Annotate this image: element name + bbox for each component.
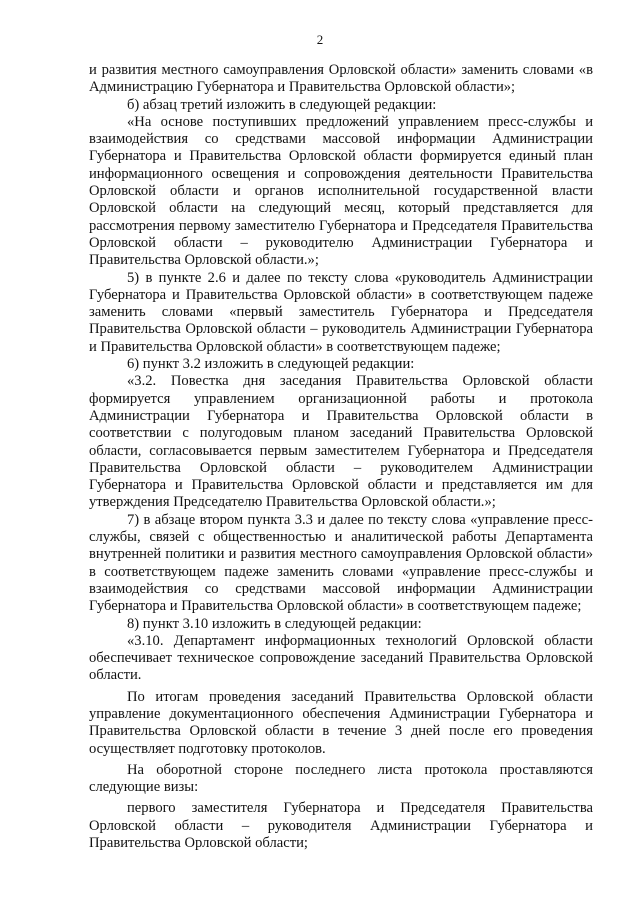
paragraph-3: «На основе поступивших предложений управлением пресс-службы и взаимодействия со средствами массовой информации Администрации Губернатора и Правительства Орловской области формируется единый план информационного освещения и сопровождения деятельности Правительства Орловской области и органов исполнительной государственной власти Орловской области на следующий месяц, который представляется для рассмотрения первому заместителю Губернатора и Председателя Правительства Орловской области – руководителю Администрации Губернатора и Правительства Орловской области.»; xyxy=(89,113,593,269)
paragraph-1: и развития местного самоуправления Орловской области» заменить словами «в Администрацию Губернатора и Правительства Орловской области»; xyxy=(89,62,593,96)
paragraph-11: На оборотной стороне последнего листа протокола проставляются следующие визы: xyxy=(89,761,593,796)
paragraph-6: «3.2. Повестка дня заседания Правительства Орловской области формируется управлением организационной работы и протокола Администрации Губернатора и Правительства Орловской области в соответствии с полугодовым планом заседаний Правительства Орловской области, согласовывается первым заместителем Губернатора и Председателя Правительства Орловской области – руководителем Администрации Губернатора и Правительства Орловской области и представляется им для утверждения Председателю Правительства Орловской области.»; xyxy=(89,373,593,511)
paragraph-9: «3.10. Департамент информационных технологий Орловской области обеспечивает техническое сопровождение заседаний Правительства Орловской области. xyxy=(89,632,593,684)
document-body xyxy=(89,62,593,852)
paragraph-7: 7) в абзаце втором пункта 3.3 и далее по тексту слова «управление пресс-службы, связей с общественностью и аналитической работы Департамента внутренней политики и развития местного самоуправления Орловской области» в соответствующем падеже заменить словами «управление пресс-службы и взаимодействия со средствами массовой информации Администрации Губернатора и Правительства Орловской области» в соответствующем падеже; xyxy=(89,511,593,615)
page-number: 2 xyxy=(316,32,324,47)
paragraph-10: По итогам проведения заседаний Правительства Орловской области управление документационного обеспечения Администрации Губернатора и Правительства Орловской области в течение 3 дней после его проведения осуществляет подготовку протоколов. xyxy=(89,688,593,757)
paragraph-8: 8) пункт 3.10 изложить в следующей редакции: xyxy=(127,615,422,632)
paragraph-2: б) абзац третий изложить в следующей редакции: xyxy=(127,96,437,113)
paragraph-4: 5) в пункте 2.6 и далее по тексту слова «руководитель Администрации Губернатора и Правительства Орловской области» в соответствующем падеже заменить словами «первый заместитель Губернатора и Председателя Правительства Орловской области – руководитель Администрации Губернатора и Правительства Орловской области» в соответствующем падеже; xyxy=(89,269,593,355)
paragraph-12: первого заместителя Губернатора и Председателя Правительства Орловской области – руководителя Администрации Губернатора и Правительства Орловской области; xyxy=(89,800,593,852)
paragraph-5: 6) пункт 3.2 изложить в следующей редакции: xyxy=(127,356,415,373)
